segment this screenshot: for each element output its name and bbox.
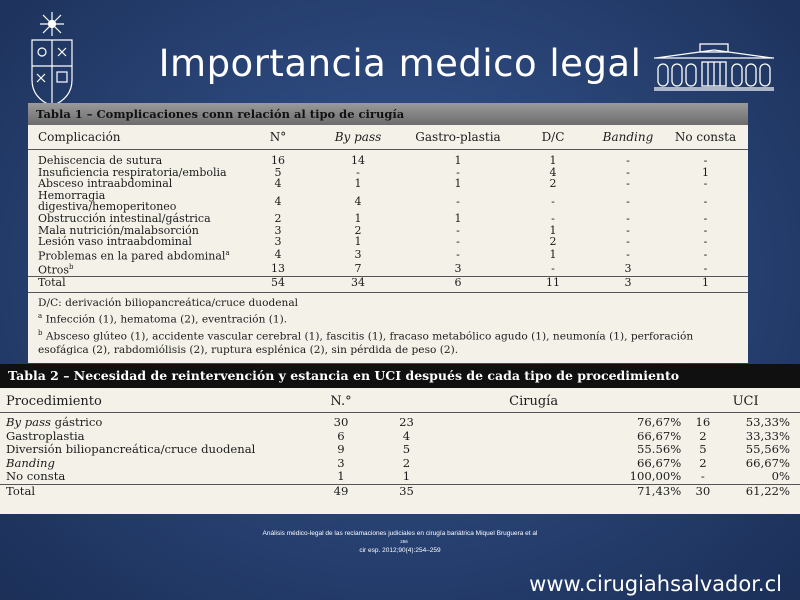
table-cell-text: 2	[274, 211, 282, 225]
table-cell: 2	[699, 428, 707, 443]
table-cell: -	[700, 469, 705, 483]
table-cell	[663, 178, 748, 190]
table-cell-text: -	[626, 165, 630, 179]
table-1-note-b-marker: b	[38, 329, 43, 338]
table-cell-text: -	[703, 154, 708, 167]
table-cell: Gastroplastia	[6, 428, 85, 443]
table-cell-text: Mala nutrición/malabsorción	[38, 223, 199, 237]
table-cell-text: -	[456, 235, 460, 249]
table-cell-text: -	[703, 177, 708, 191]
table-1-note-b-text: Absceso glúteo (1), accidente vascular cerebral (1), fascitis (1), fracaso metabólico agudo (1), neumonía (1), perforación esofágica (2), rabdomiólisis (2), ruptura esplénica (2), sin pérdida de peso (2).	[38, 330, 694, 357]
table-cell: 66,67%	[637, 455, 682, 470]
table-row	[28, 178, 748, 190]
table-1	[28, 103, 748, 363]
table-1-note-a	[38, 310, 738, 327]
table-cell-text: Hemorragia digestiva/hemoperitoneo	[38, 188, 177, 214]
table-cell-text: -	[551, 194, 555, 208]
table-2	[0, 364, 800, 514]
footnote-marker: a	[225, 248, 230, 257]
table-cell: 66,67%	[637, 428, 682, 443]
table-1-grid	[28, 125, 748, 289]
footnote-marker: b	[68, 263, 74, 271]
table-cell-text: -	[703, 235, 708, 249]
table-cell	[403, 150, 513, 167]
table-cell: 49	[306, 484, 376, 498]
table-cell	[513, 248, 593, 262]
table-cell: 4	[402, 428, 411, 443]
table-1-header-cell: No consta	[663, 125, 748, 150]
table-cell: 2	[402, 455, 411, 470]
table-row	[0, 457, 800, 471]
table-cell: Banding	[6, 455, 55, 470]
table-cell-text: 4	[354, 194, 362, 208]
table-2-header-cell: Cirugía	[376, 388, 691, 413]
table-row	[28, 236, 748, 248]
table-cell	[243, 248, 313, 262]
table-2-header-cell: UCI	[691, 388, 800, 413]
table-cell	[663, 150, 748, 167]
table-cell	[313, 178, 403, 190]
table-cell: 5	[699, 442, 707, 456]
table-cell: 100,00%	[629, 469, 682, 483]
table-cell-text: -	[703, 223, 708, 237]
table-cell-text: Problemas en la pared abdominal	[38, 249, 226, 263]
table-row	[28, 248, 748, 262]
table-cell: 33,33%	[745, 428, 790, 443]
table-cell: 34	[313, 277, 403, 289]
table-cell-text: -	[626, 248, 630, 262]
table-cell	[28, 262, 243, 277]
table-cell-text: Absceso intraabdominal	[38, 177, 173, 191]
table-cell-text: 1	[354, 177, 362, 191]
table-cell-text: 1	[702, 165, 709, 179]
table-cell	[513, 178, 593, 190]
table-cell-text: 4	[274, 177, 282, 191]
table-cell-text: Obstrucción intestinal/gástrica	[38, 211, 211, 225]
table-1-note-dc: D/C: derivación biliopancreática/cruce duodenal	[38, 296, 299, 309]
table-cell: 1	[337, 469, 345, 483]
table-1-header-cell: D/C	[513, 125, 593, 150]
table-row	[0, 470, 800, 484]
table-row	[28, 262, 748, 277]
table-cell	[28, 236, 243, 248]
table-2-body	[0, 413, 800, 499]
table-cell	[403, 178, 513, 190]
website-url: www.cirugiahsalvador.cl	[529, 572, 782, 596]
table-cell	[243, 190, 313, 213]
table-cell-text: Lesión vaso intraabdominal	[38, 235, 192, 249]
table-cell	[513, 262, 593, 277]
table-cell	[313, 248, 403, 262]
table-cell-text: -	[356, 165, 360, 179]
table-row	[0, 443, 800, 457]
table-cell: 5	[402, 442, 411, 456]
table-cell-text: -	[551, 262, 555, 276]
table-cell: 11	[513, 277, 593, 289]
table-cell: 0%	[771, 469, 790, 483]
table-cell: 30	[691, 484, 714, 498]
table-cell-text: 1	[454, 177, 462, 191]
table-cell-text: -	[456, 223, 460, 237]
table-cell	[243, 262, 313, 277]
table-cell: 3	[593, 277, 663, 289]
table-cell-text: -	[703, 262, 708, 276]
table-1-header-cell: N°	[243, 125, 313, 150]
table-cell-text: -	[456, 194, 460, 208]
table-1-caption: Tabla 1 – Complicaciones conn relación al tipo de cirugía	[28, 103, 748, 125]
table-cell	[28, 190, 243, 213]
table-cell-text: 1	[454, 154, 462, 167]
table-cell-text: -	[703, 211, 708, 225]
table-cell: 2	[699, 455, 707, 470]
table-cell	[593, 150, 663, 167]
table-1-note-b	[38, 327, 738, 357]
table-cell-text: 13	[271, 262, 285, 276]
table-cell-text: 5	[274, 165, 282, 179]
table-row	[28, 150, 748, 167]
table-cell	[593, 248, 663, 262]
table-1-header-cell: Complicación	[28, 125, 243, 150]
table-cell: 6	[403, 277, 513, 289]
table-cell-text: 2	[549, 177, 557, 191]
table-total-row	[28, 277, 748, 289]
table-cell-text: Otros	[38, 263, 69, 277]
table-cell: 1	[663, 277, 748, 289]
table-1-note-a-text: Infección (1), hematoma (2), eventración (1).	[45, 313, 288, 326]
table-2-header-cell: Procedimiento	[0, 388, 306, 413]
table-2-grid	[0, 388, 800, 498]
table-cell: 9	[337, 442, 345, 456]
table-cell: 53,33%	[745, 415, 790, 429]
table-cell-text: 2	[549, 235, 557, 249]
citation-page: 256	[400, 539, 408, 544]
table-cell: 76,67%	[637, 415, 682, 429]
table-cell	[243, 236, 313, 248]
table-cell-text: 3	[354, 248, 362, 262]
table-cell-text: -	[456, 248, 460, 262]
table-1-header-cell: Banding	[593, 125, 663, 150]
table-cell-text: 7	[354, 262, 362, 276]
table-cell-text: -	[626, 177, 630, 191]
table-cell-text: Insuficiencia respiratoria/embolia	[38, 165, 227, 179]
table-cell	[593, 178, 663, 190]
table-cell	[663, 236, 748, 248]
table-cell-text: 1	[354, 235, 362, 249]
table-cell-text: -	[626, 154, 630, 167]
table-cell-text: -	[456, 165, 460, 179]
table-1-body	[28, 150, 748, 289]
table-cell	[313, 262, 403, 277]
table-cell-text: -	[703, 194, 708, 208]
table-cell: Total	[28, 277, 243, 289]
table-cell-text: 1	[454, 211, 462, 225]
table-cell-text: 1	[549, 154, 557, 167]
table-cell	[663, 190, 748, 213]
table-cell-text: -	[703, 248, 708, 262]
table-1-header-row	[28, 125, 748, 150]
table-cell	[663, 248, 748, 262]
table-cell	[593, 262, 663, 277]
table-cell	[313, 236, 403, 248]
table-cell: No consta	[6, 469, 66, 483]
table-cell	[28, 150, 243, 167]
table-cell	[593, 190, 663, 213]
table-cell-text: Dehiscencia de sutura	[38, 154, 163, 167]
table-cell-text: -	[626, 223, 630, 237]
table-cell: 71,43%	[437, 484, 691, 498]
table-cell-rest: gástrico	[51, 415, 103, 429]
table-1-header-cell: By pass	[313, 125, 403, 150]
table-cell	[513, 236, 593, 248]
citation-line-2: cir esp. 2012;90(4):254–259	[359, 547, 441, 554]
table-cell	[663, 262, 748, 277]
table-cell-text: -	[626, 194, 630, 208]
table-cell	[403, 248, 513, 262]
table-cell-text: 1	[549, 223, 557, 237]
table-cell: Total	[0, 484, 306, 498]
table-cell-text: 2	[354, 223, 362, 237]
table-2-header-cell: N.°	[306, 388, 376, 413]
table-row	[28, 190, 748, 213]
table-cell: 35	[376, 484, 437, 498]
table-cell: 3	[337, 455, 345, 470]
table-cell-text: 1	[354, 211, 362, 225]
table-cell-text: 3	[624, 262, 632, 276]
table-cell	[513, 190, 593, 213]
table-2-header-row	[0, 388, 800, 413]
table-cell	[513, 150, 593, 167]
table-cell	[403, 190, 513, 213]
table-row	[0, 413, 800, 430]
table-cell	[593, 236, 663, 248]
table-cell: 1	[402, 469, 411, 483]
table-cell: 23	[399, 415, 414, 429]
table-cell	[313, 150, 403, 167]
table-cell: 30	[333, 415, 349, 429]
table-cell	[243, 150, 313, 167]
table-cell	[403, 236, 513, 248]
table-cell	[243, 178, 313, 190]
table-cell: Diversión biliopancreática/cruce duodenal	[6, 442, 256, 456]
table-cell-text: 1	[549, 248, 557, 262]
table-cell: 6	[337, 428, 345, 443]
table-cell-italic: By pass	[6, 415, 51, 429]
table-total-row	[0, 484, 800, 498]
table-cell	[28, 248, 243, 262]
table-cell	[403, 262, 513, 277]
table-cell-text: -	[626, 235, 630, 249]
table-cell	[0, 413, 306, 430]
table-cell-text: -	[626, 211, 630, 225]
table-cell-text: -	[551, 211, 555, 225]
table-cell-text: 3	[454, 262, 462, 276]
citation-line-1: Análisis médico-legal de las reclamaciones judiciales en cirugía bariátrica Miquel Bruguera et al	[262, 530, 538, 537]
table-2-caption: Tabla 2 – Necesidad de reintervención y estancia en UCI después de cada tipo de procedimiento	[0, 364, 800, 388]
table-cell-text: 3	[274, 223, 282, 237]
table-cell-text: 4	[549, 165, 557, 179]
table-cell: 61,22%	[715, 484, 800, 498]
table-cell-text: 4	[274, 248, 282, 262]
table-cell: 66,67%	[745, 455, 790, 470]
table-1-note-a-marker: a	[38, 312, 43, 321]
slide-title: Importancia medico legal	[158, 42, 642, 85]
table-1-header-cell: Gastro-plastia	[403, 125, 513, 150]
table-row	[0, 430, 800, 444]
table-cell-text: 14	[351, 154, 365, 167]
table-1-notes	[28, 292, 748, 358]
table-cell: 55.56%	[637, 442, 682, 456]
table-cell-text: 4	[274, 194, 282, 208]
table-cell	[313, 190, 403, 213]
table-cell: 55,56%	[745, 442, 790, 456]
table-cell: 16	[695, 415, 711, 429]
table-cell: 54	[243, 277, 313, 289]
table-cell-text: 3	[274, 235, 282, 249]
table-cell-text: 16	[271, 154, 285, 167]
